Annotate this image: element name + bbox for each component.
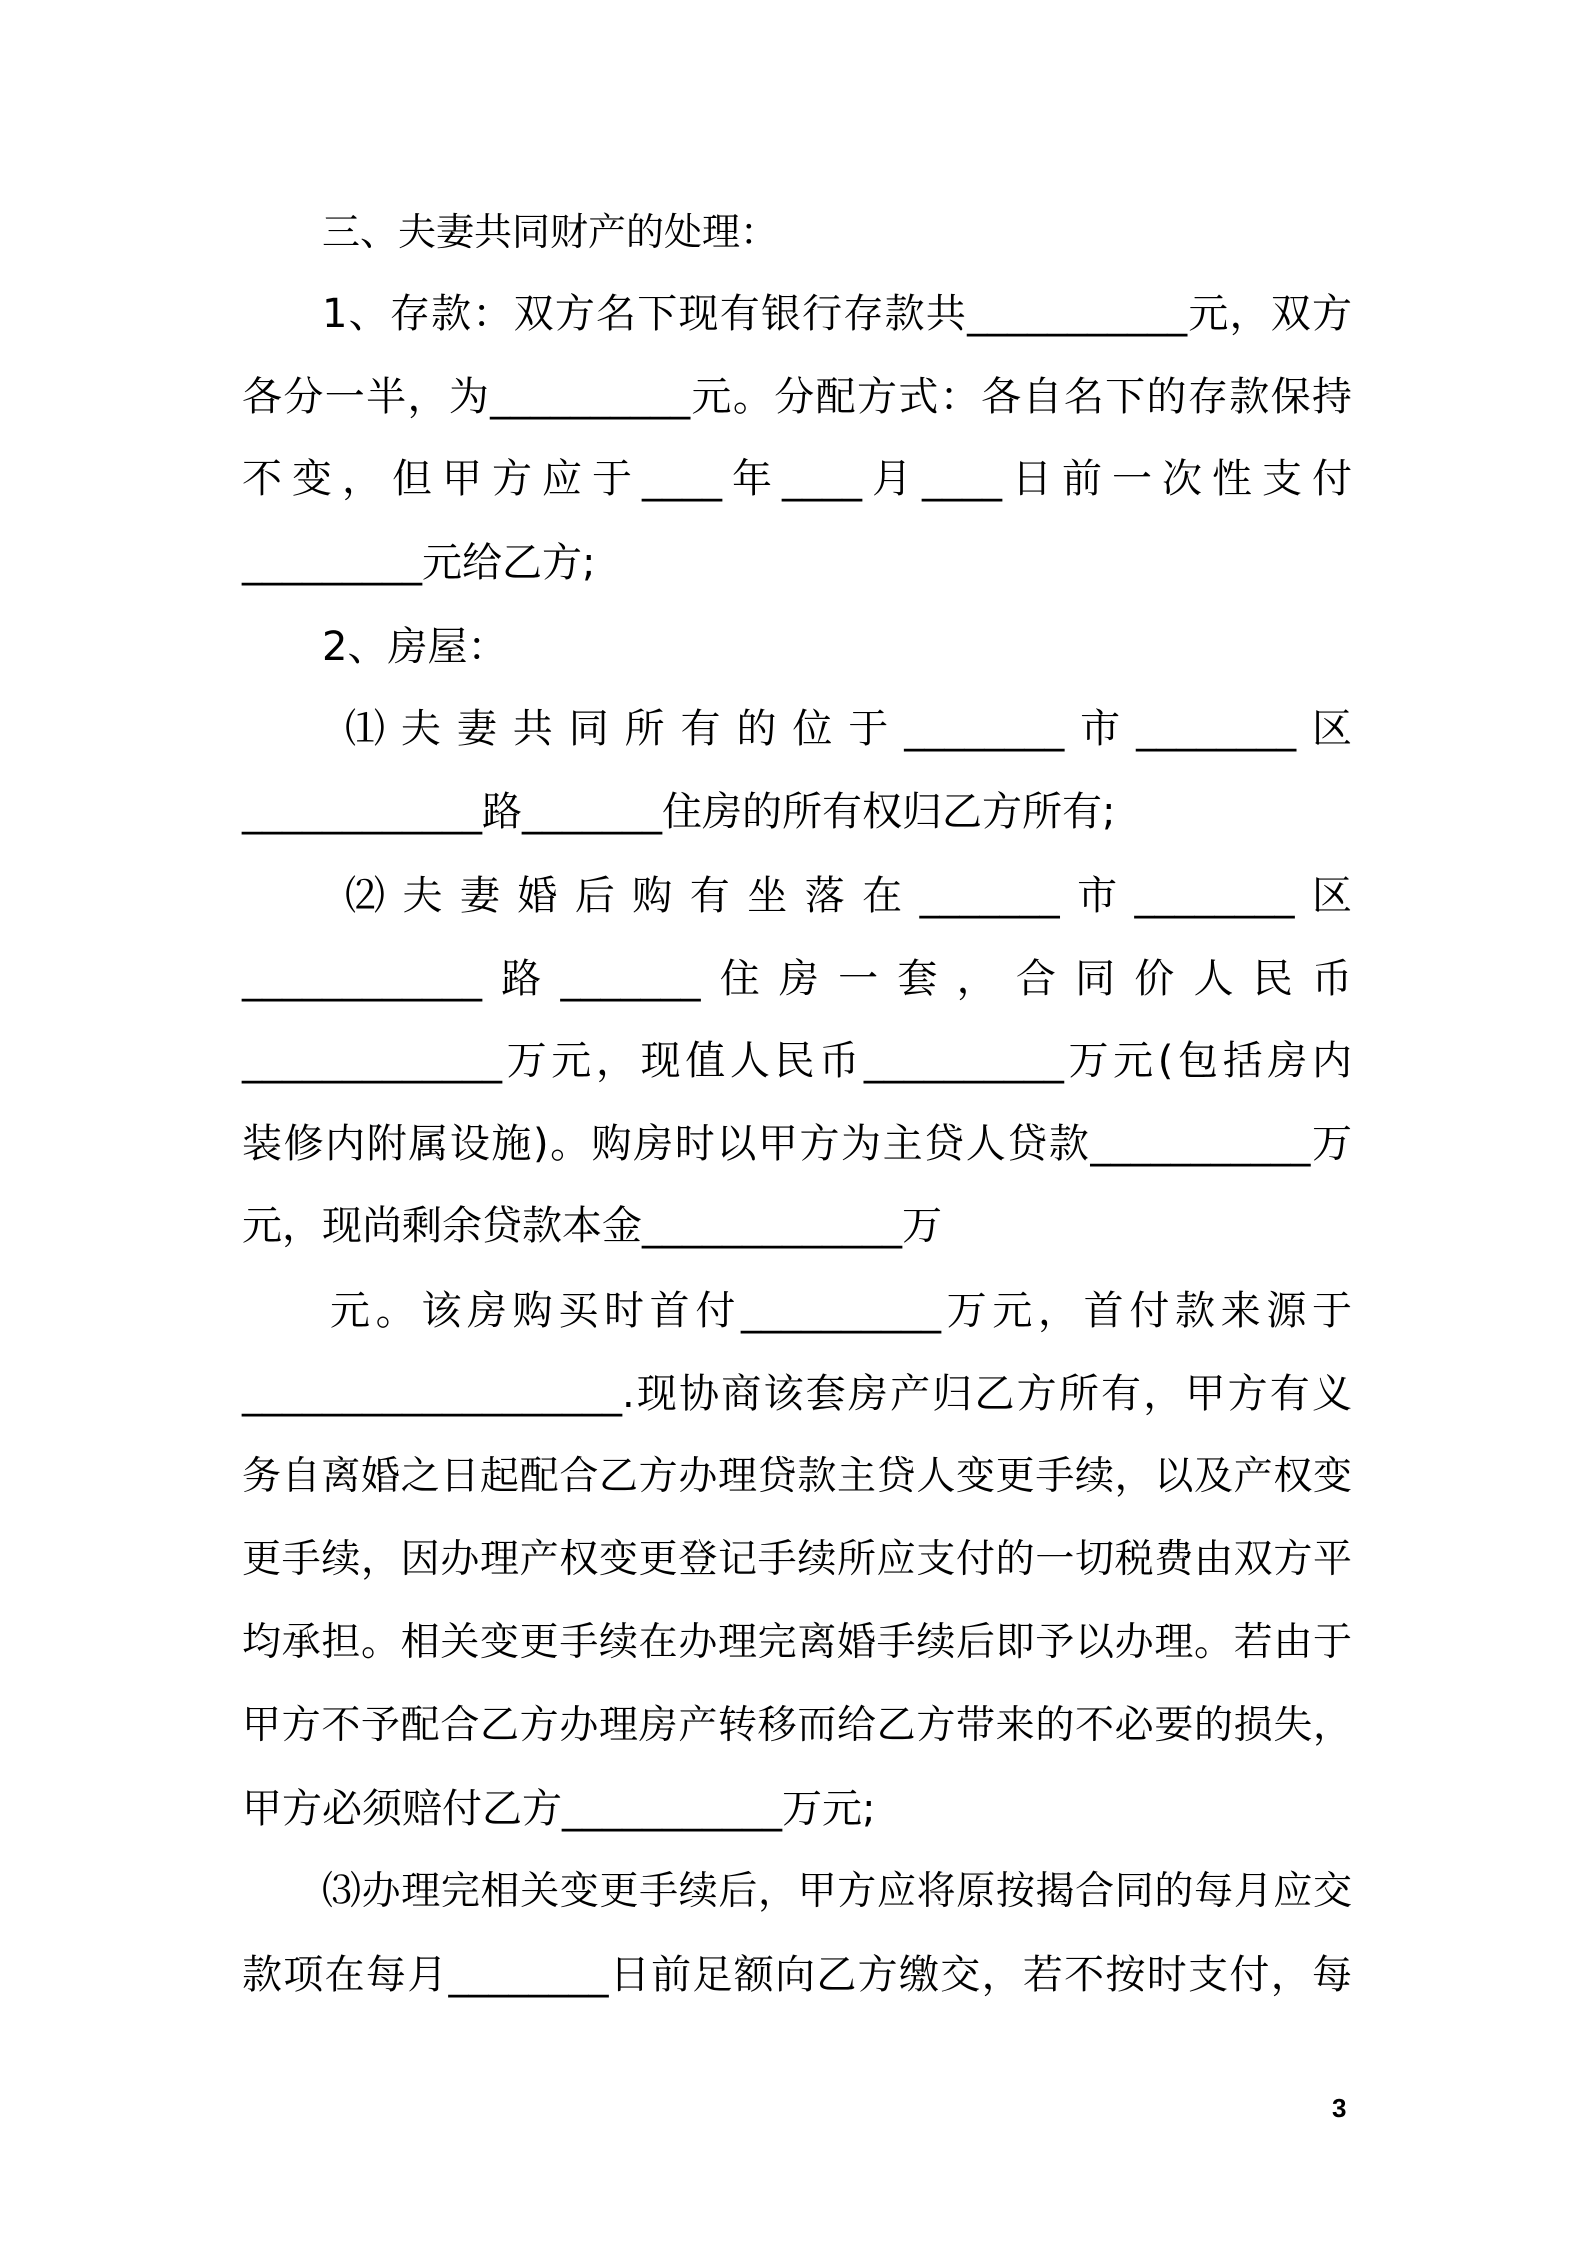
house-item3-line2: 款项在每月________日前足额向乙方缴交，若不按时支付，每	[242, 1952, 1352, 1998]
house-item2-line4: 装修内附属设施)。购房时以甲方为主贷人贷款___________万	[242, 1121, 1352, 1167]
house-item2-line7: ___________________.现协商该套房产归乙方所有，甲方有义	[242, 1371, 1352, 1417]
deposit-clause-line4: _________元给乙方;	[242, 540, 596, 586]
house-item2-line8: 务自离婚之日起配合乙方办理贷款主贷人变更手续，以及产权变	[242, 1454, 1352, 1499]
house-item2-line9: 更手续，因办理产权变更登记手续所应支付的一切税费由双方平	[242, 1537, 1352, 1582]
house-item1-line1: ⑴夫妻共同所有的位于________市________区	[345, 706, 1352, 752]
house-item2-line12: 甲方必须赔付乙方___________万元;	[242, 1786, 876, 1832]
house-item2-line10: 均承担。相关变更手续在办理完离婚手续后即予以办理。若由于	[242, 1620, 1352, 1665]
house-item1-line2: ____________路_______住房的所有权归乙方所有;	[242, 789, 1116, 835]
deposit-clause-line3: 不变，但甲方应于____年____月____日前一次性支付	[242, 456, 1352, 502]
house-item2-line3: _____________万元，现值人民币__________万元(包括房内	[242, 1038, 1352, 1084]
house-item2-line2: ____________路_______住房一套，合同价人民币	[242, 956, 1352, 1002]
deposit-clause-line2: 各分一半，为__________元。分配方式：各自名下的存款保持	[242, 374, 1352, 420]
house-item2-line1: ⑵夫妻婚后购有坐落在_______市________区	[345, 873, 1352, 919]
house-item2-line11: 甲方不予配合乙方办理房产转移而给乙方带来的不必要的损失，	[242, 1703, 1352, 1748]
page-number: 3	[1332, 2093, 1347, 2123]
house-item2-line6: 元。该房购买时首付__________万元，首付款来源于	[330, 1288, 1352, 1334]
house-item2-line5: 元，现尚剩余贷款本金_____________万	[242, 1203, 942, 1249]
housing-heading: 2、房屋：	[322, 624, 508, 670]
deposit-clause-line1: 1、存款：双方名下现有银行存款共___________元，双方	[322, 291, 1352, 337]
house-item3-line1: ⑶办理完相关变更手续后，甲方应将原按揭合同的每月应交	[322, 1869, 1352, 1914]
section-heading: 三、夫妻共同财产的处理：	[322, 210, 779, 254]
